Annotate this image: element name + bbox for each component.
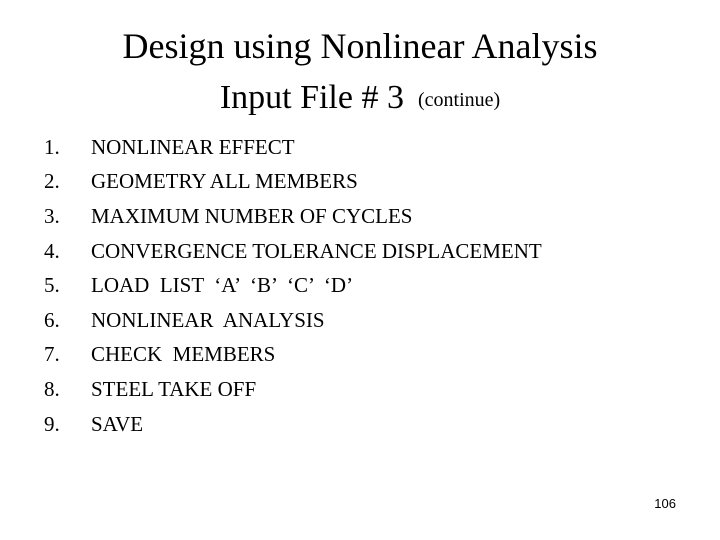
list-item-number: 3.: [44, 203, 60, 228]
subtitle-note: (continue): [417, 89, 501, 111]
slide-subtitle: [0, 76, 720, 122]
list-item-number: 7.: [44, 342, 60, 367]
list-item-text: MAXIMUM NUMBER OF CYCLES: [91, 203, 413, 228]
page-number: 106: [654, 496, 676, 511]
list-item-text: NONLINEAR ANALYSIS: [91, 307, 325, 332]
list-item-number: 6.: [44, 307, 60, 332]
list-item-text: LOAD LIST ‘A’ ‘B’ ‘C’ ‘D’: [91, 273, 354, 298]
list-item-text: GEOMETRY ALL MEMBERS: [91, 169, 358, 194]
list-item: [44, 199, 542, 234]
list-item: [44, 130, 542, 165]
list-item-text: NONLINEAR EFFECT: [91, 134, 295, 159]
list-item: [44, 234, 542, 269]
list-item-number: 8.: [44, 376, 60, 401]
subtitle-main: Input File # 3: [219, 79, 404, 116]
list-item-number: 5.: [44, 273, 60, 298]
list-item: [44, 407, 542, 442]
list-item-text: CHECK MEMBERS: [91, 342, 276, 367]
list-item-number: 2.: [44, 169, 60, 194]
list-item: [44, 303, 542, 338]
list-item-number: 9.: [44, 411, 60, 436]
list-item-number: 4.: [44, 238, 60, 263]
list-item-text: CONVERGENCE TOLERANCE DISPLACEMENT: [91, 238, 542, 263]
list-item: [44, 338, 542, 373]
list-item: [44, 372, 542, 407]
command-list: [44, 130, 542, 441]
slide-title: Design using Nonlinear Analysis: [122, 26, 598, 66]
list-item: [44, 268, 542, 303]
list-item-text: SAVE: [91, 411, 144, 436]
list-item-text: STEEL TAKE OFF: [91, 376, 257, 401]
list-item: [44, 165, 542, 200]
list-item-number: 1.: [44, 134, 60, 159]
